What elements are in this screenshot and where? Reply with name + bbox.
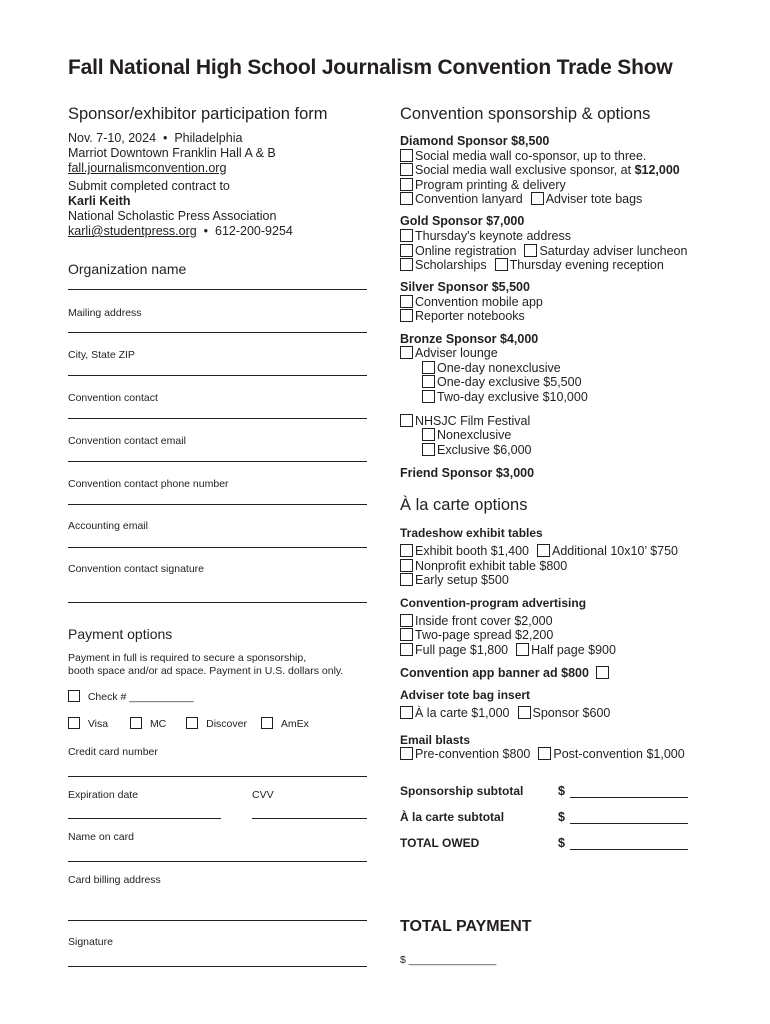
sponsorship-heading: Convention sponsorship & options: [400, 105, 651, 123]
contact-signature-field[interactable]: [68, 602, 367, 603]
bronze-title: Bronze Sponsor $4,000: [400, 332, 539, 346]
total-payment-field[interactable]: $ _______________: [400, 954, 497, 966]
notebooks-checkbox[interactable]: [400, 309, 413, 322]
film-exclusive-label: Exclusive $6,000: [437, 443, 532, 457]
card-type-options: [68, 717, 309, 730]
amex-checkbox[interactable]: [261, 717, 273, 729]
tradeshow-option-1: [400, 544, 678, 558]
early-setup-checkbox[interactable]: [400, 573, 413, 586]
advertising-option-3: [400, 643, 616, 657]
bronze-sub-1[interactable]: [422, 361, 561, 375]
form-heading: Sponsor/exhibitor participation form: [68, 105, 328, 123]
exhibit-booth-label: Exhibit booth $1,400: [415, 544, 529, 558]
keynote-checkbox[interactable]: [400, 229, 413, 242]
check-label: Check # ___________: [87, 691, 194, 703]
contact-email-label: Convention contact email: [68, 435, 186, 447]
nonprofit-table-checkbox[interactable]: [400, 559, 413, 572]
diamond-title: Diamond Sponsor $8,500: [400, 134, 550, 148]
gold-option-3: [400, 258, 664, 272]
contact-label: Convention contact: [68, 392, 158, 404]
payment-heading: Payment options: [68, 626, 173, 642]
submit-label: Submit completed contract to: [68, 179, 230, 193]
silver-option-1[interactable]: [400, 295, 543, 309]
additional-booth-label: Additional 10x10’ $750: [551, 544, 679, 558]
keynote-label: Thursday's keynote address: [415, 229, 571, 243]
film-sub-1[interactable]: [422, 428, 511, 442]
alacarte-subtotal-label: À la carte subtotal: [400, 810, 505, 824]
organization-heading: Organization name: [68, 261, 187, 277]
payment-note: [68, 652, 343, 678]
card-number-label: Credit card number: [68, 746, 158, 758]
diamond-option-1[interactable]: [400, 149, 646, 163]
name-on-card-field[interactable]: [68, 861, 367, 862]
film-festival-label: NHSJC Film Festival: [415, 414, 531, 428]
total-payment-heading: TOTAL PAYMENT: [400, 918, 532, 935]
scholarships-label: Scholarships: [415, 258, 487, 272]
event-dates: Nov. 7-10, 2024: [68, 131, 157, 145]
one-day-nonexclusive-checkbox[interactable]: [422, 361, 435, 374]
evening-reception-checkbox[interactable]: [495, 258, 508, 271]
visa-checkbox[interactable]: [68, 717, 80, 729]
contact-organization: National Scholastic Press Association: [68, 209, 277, 223]
discover-checkbox[interactable]: [186, 717, 198, 729]
contact-phone-label: Convention contact phone number: [68, 478, 229, 490]
half-page-label: Half page $900: [531, 643, 616, 657]
full-page-label: Full page $1,800: [415, 643, 509, 657]
expiration-label: Expiration date: [68, 789, 139, 801]
diamond-option-3[interactable]: [400, 178, 566, 192]
contact-phone: 612-200-9254: [215, 224, 293, 238]
two-day-exclusive-label: Two-day exclusive $10,000: [437, 390, 588, 404]
accounting-email-field[interactable]: [68, 547, 367, 548]
early-setup-label: Early setup $500: [415, 573, 509, 587]
total-owed-currency: $: [558, 836, 565, 850]
bronze-option-1[interactable]: [400, 346, 498, 360]
advertising-option-2[interactable]: [400, 628, 553, 642]
mobile-app-label: Convention mobile app: [415, 295, 543, 309]
expiration-field[interactable]: [68, 818, 221, 819]
tote-sponsor-checkbox[interactable]: [518, 706, 531, 719]
two-page-spread-checkbox[interactable]: [400, 628, 413, 641]
adviser-luncheon-checkbox[interactable]: [524, 244, 537, 257]
signature-field[interactable]: [68, 966, 367, 967]
exhibit-booth-checkbox[interactable]: [400, 544, 413, 557]
tote-alacarte-label: À la carte $1,000: [415, 706, 510, 720]
bronze-sub-2[interactable]: [422, 375, 582, 389]
mc-checkbox[interactable]: [130, 717, 142, 729]
check-option[interactable]: [68, 690, 194, 703]
film-festival-checkbox[interactable]: [400, 414, 413, 427]
gold-option-2: [400, 244, 687, 258]
gold-title: Gold Sponsor $7,000: [400, 214, 525, 228]
organization-name-field[interactable]: [68, 289, 367, 290]
diamond-option-1-checkbox[interactable]: [400, 149, 413, 162]
gold-option-1[interactable]: [400, 229, 571, 243]
tradeshow-option-3[interactable]: [400, 573, 509, 587]
card-number-field[interactable]: [68, 776, 367, 777]
additional-booth-checkbox[interactable]: [537, 544, 550, 557]
app-banner[interactable]: [400, 666, 611, 680]
adviser-lounge-label: Adviser lounge: [415, 346, 498, 360]
adviser-luncheon-label: Saturday adviser luncheon: [539, 244, 688, 258]
tote-bags-label: Adviser tote bags: [545, 192, 643, 206]
friend-sponsor: Friend Sponsor $3,000: [400, 466, 535, 480]
blasts-options: [400, 747, 685, 761]
payment-note-line1: Payment in full is required to secure a sponsorship,: [68, 652, 307, 664]
billing-address-field[interactable]: [68, 920, 367, 921]
page-title: Fall National High School Journalism Convention Trade Show: [68, 56, 673, 79]
notebooks-label: Reporter notebooks: [415, 309, 525, 323]
name-on-card-label: Name on card: [68, 831, 134, 843]
sponsorship-subtotal-field[interactable]: [570, 797, 688, 798]
diamond-option-3-checkbox[interactable]: [400, 178, 413, 191]
diamond-option-2-price: $12,000: [634, 163, 680, 177]
visa-label: Visa: [87, 718, 109, 730]
one-day-nonexclusive-label: One-day nonexclusive: [437, 361, 561, 375]
contact-email-link[interactable]: karli@studentpress.org: [68, 224, 197, 238]
post-convention-checkbox[interactable]: [538, 747, 551, 760]
inside-cover-label: Inside front cover $2,000: [415, 614, 553, 628]
diamond-option-2-label: Social media wall exclusive sponsor, at: [415, 163, 635, 177]
app-banner-label: Convention app banner ad $800: [400, 666, 589, 680]
one-day-exclusive-checkbox[interactable]: [422, 375, 435, 388]
event-venue: Marriot Downtown Franklin Hall A & B: [68, 146, 276, 160]
silver-option-2[interactable]: [400, 309, 525, 323]
full-page-checkbox[interactable]: [400, 643, 413, 656]
diamond-option-1-label: Social media wall co-sponsor, up to three.: [415, 149, 647, 163]
diamond-option-2[interactable]: [400, 163, 680, 177]
film-exclusive-checkbox[interactable]: [422, 443, 435, 456]
sponsorship-subtotal-currency: $: [558, 784, 565, 798]
convention-contact-field[interactable]: [68, 418, 367, 419]
contact-name: Karli Keith: [68, 194, 131, 208]
mobile-app-checkbox[interactable]: [400, 295, 413, 308]
film-nonexclusive-checkbox[interactable]: [422, 428, 435, 441]
film-nonexclusive-label: Nonexclusive: [437, 428, 512, 442]
sponsorship-subtotal-label: Sponsorship subtotal: [400, 784, 524, 798]
total-owed-field[interactable]: [570, 849, 688, 850]
blasts-title: Email blasts: [400, 733, 471, 747]
tote-title: Adviser tote bag insert: [400, 688, 531, 702]
event-city: Philadelphia: [174, 131, 243, 145]
tote-sponsor-label: Sponsor $600: [532, 706, 611, 720]
cvv-field[interactable]: [252, 818, 367, 819]
submit-info: Submit completed contract to Karli Keith National Scholastic Press Association karli@studentpress.org • 612-200-9254: [68, 179, 293, 238]
signature-label: Signature: [68, 936, 113, 948]
tote-options: [400, 706, 610, 720]
diamond-option-2-checkbox[interactable]: [400, 163, 413, 176]
two-day-exclusive-checkbox[interactable]: [422, 390, 435, 403]
contact-email-field[interactable]: [68, 461, 367, 462]
payment-note-line2: booth space and/or ad space. Payment in U.S. dollars only.: [68, 665, 344, 677]
two-page-spread-label: Two-page spread $2,200: [415, 628, 554, 642]
bronze-sub-3[interactable]: [422, 390, 588, 404]
alacarte-subtotal-field[interactable]: [570, 823, 688, 824]
amex-label: AmEx: [280, 718, 309, 730]
diamond-option-4: [400, 192, 642, 206]
scholarships-checkbox[interactable]: [400, 258, 413, 271]
advertising-option-1[interactable]: [400, 614, 553, 628]
tote-bags-checkbox[interactable]: [531, 192, 544, 205]
event-info: Nov. 7-10, 2024 • Philadelphia Marriot Downtown Franklin Hall A & B fall.journalismconvention.org: [68, 131, 276, 175]
tote-alacarte-checkbox[interactable]: [400, 706, 413, 719]
discover-label: Discover: [206, 718, 247, 730]
cvv-label: CVV: [252, 789, 274, 801]
pre-convention-label: Pre-convention $800: [415, 747, 531, 761]
evening-reception-label: Thursday evening reception: [509, 258, 664, 272]
contact-phone-field[interactable]: [68, 504, 367, 505]
one-day-exclusive-label: One-day exclusive $5,500: [437, 375, 582, 389]
website-link[interactable]: fall.journalismconvention.org: [68, 161, 227, 175]
tradeshow-title: Tradeshow exhibit tables: [400, 526, 543, 540]
advertising-title: Convention-program advertising: [400, 596, 587, 610]
alacarte-subtotal-currency: $: [558, 810, 565, 824]
alacarte-heading: À la carte options: [400, 496, 528, 514]
app-banner-checkbox[interactable]: [596, 666, 609, 679]
online-registration-checkbox[interactable]: [400, 244, 413, 257]
film-sub-2[interactable]: [422, 443, 532, 457]
contact-signature-label: Convention contact signature: [68, 563, 205, 575]
film-festival[interactable]: [400, 414, 530, 428]
accounting-label: Accounting email: [68, 520, 148, 532]
check-checkbox[interactable]: [68, 690, 80, 702]
mc-label: MC: [149, 718, 167, 730]
silver-title: Silver Sponsor $5,500: [400, 280, 530, 294]
city-state-label: City, State ZIP: [68, 349, 135, 361]
lanyard-checkbox[interactable]: [400, 192, 413, 205]
adviser-lounge-checkbox[interactable]: [400, 346, 413, 359]
lanyard-label: Convention lanyard: [415, 192, 523, 206]
tradeshow-option-2[interactable]: [400, 559, 567, 573]
inside-cover-checkbox[interactable]: [400, 614, 413, 627]
half-page-checkbox[interactable]: [516, 643, 529, 656]
city-state-field[interactable]: [68, 375, 367, 376]
online-registration-label: Online registration: [415, 244, 517, 258]
pre-convention-checkbox[interactable]: [400, 747, 413, 760]
diamond-option-3-label: Program printing & delivery: [415, 178, 566, 192]
mailing-label: Mailing address: [68, 307, 142, 319]
total-owed-label: TOTAL OWED: [400, 836, 480, 850]
mailing-address-field[interactable]: [68, 332, 367, 333]
nonprofit-table-label: Nonprofit exhibit table $800: [415, 559, 568, 573]
post-convention-label: Post-convention $1,000: [553, 747, 685, 761]
billing-address-label: Card billing address: [68, 874, 161, 886]
